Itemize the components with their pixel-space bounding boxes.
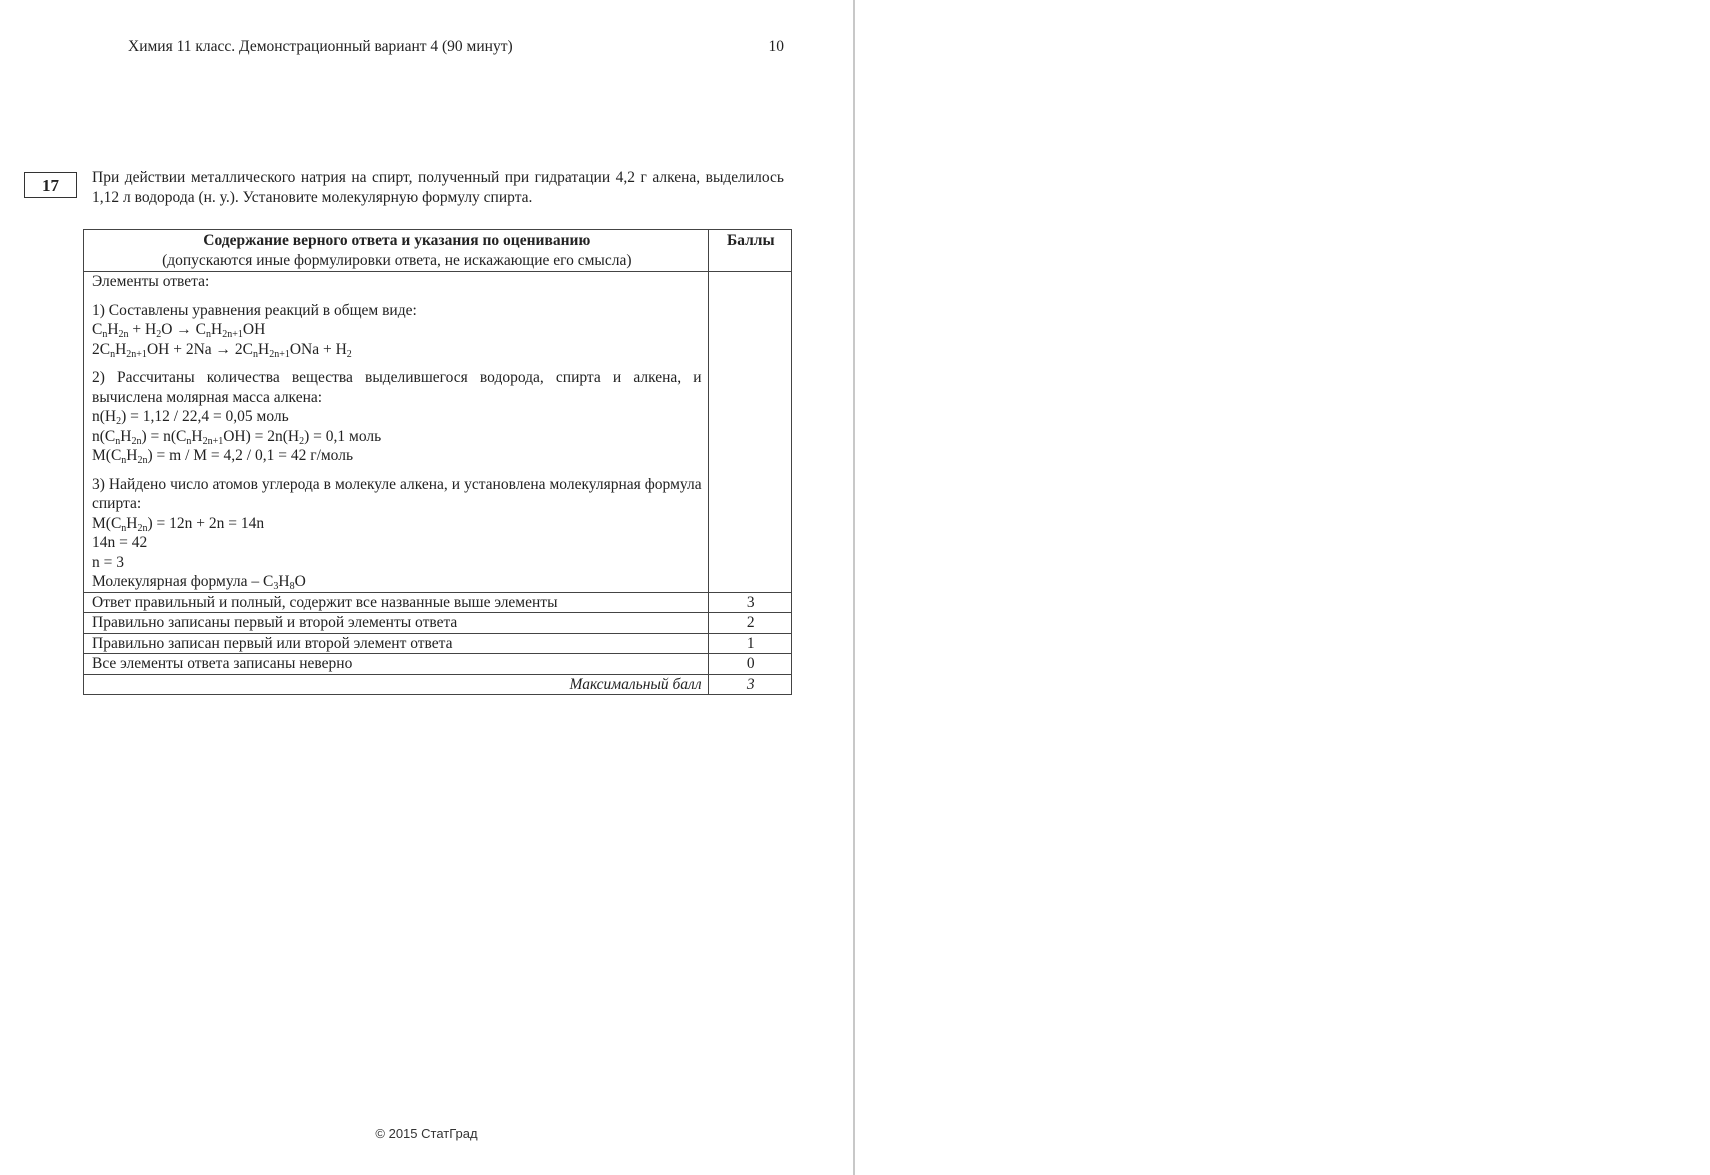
criteria-row	[84, 592, 792, 613]
answer-step-2	[92, 368, 702, 466]
blank-page	[855, 0, 1710, 1175]
criteria-score: 2	[708, 613, 791, 634]
table-header-row	[84, 230, 792, 272]
document-page	[0, 0, 853, 1175]
criteria-text: Ответ правильный и полный, содержит все названные выше элементы	[84, 592, 709, 613]
answer-step-1	[92, 301, 702, 360]
criteria-score: 3	[708, 592, 791, 613]
grading-table	[83, 229, 792, 695]
step2-line-3: $M(C_nH_{2n}) = m / M = 4,2 / 0,1 = 42$ г/моль	[92, 447, 354, 466]
task-number-box: 17	[24, 172, 77, 198]
criteria-text: Все элементы ответа записаны неверно	[84, 654, 709, 675]
step3-line-4: Молекулярная формула – $C_3H_8O$	[92, 573, 306, 592]
criteria-score: 1	[708, 633, 791, 654]
answer-elements-cell	[84, 272, 709, 593]
criteria-text: Правильно записаны первый и второй элементы ответа	[84, 613, 709, 634]
step2-title: 2) Рассчитаны количества вещества выделившегося водорода, спирта и алкена, и вычислена молярная масса алкена:	[92, 369, 702, 406]
score-header-cell	[708, 230, 791, 272]
criteria-row	[84, 613, 792, 634]
elements-heading: Элементы ответа:	[92, 273, 210, 290]
step1-equation-1: $C_nH_{2n} + H_2O \to C_nH_{2n+1}OH$	[92, 321, 266, 340]
score-header-label: Баллы	[726, 232, 775, 249]
step3-line-2: 14n = 42	[92, 534, 148, 551]
task-text: При действии металлического натрия на спирт, полученный при гидратации 4,2 г алкена, выделилось 1,12 л водорода (н. у.). Установите молекулярную формулу спирта.	[92, 169, 784, 206]
step1-equation-2: $2C_nH_{2n+1}OH + 2Na \to 2C_nH_{2n+1}ONa + H_2$	[92, 340, 352, 360]
step3-line-1: $M(C_nH_{2n}) = 12n + 2n = 14n$	[92, 514, 265, 534]
content-header-cell	[84, 230, 709, 272]
criteria-text: Правильно записан первый или второй элемент ответа	[84, 633, 709, 654]
max-score-row	[84, 674, 792, 695]
criteria-row	[84, 654, 792, 675]
step2-line-2: $n(C_nH_{2n}) = n(C_nH_{2n+1}OH) = 2n(H_2) = 0,1$ моль	[92, 427, 382, 447]
answer-elements-row	[84, 272, 792, 593]
max-score-label: Максимальный балл	[84, 674, 709, 695]
step1-title: 1) Составлены уравнения реакций в общем виде:	[92, 301, 417, 319]
page-number: 10	[768, 38, 784, 55]
step2-line-1: $n(H_2) = 1,12 / 22,4 = 0,05$ моль	[92, 408, 289, 427]
max-score-value: 3	[708, 674, 791, 695]
page-header	[128, 38, 784, 56]
answer-step-3	[92, 475, 702, 592]
page-footer: © 2015 СтатГрад	[375, 1126, 478, 1141]
content-header-title: Содержание верного ответа и указания по оцениванию	[203, 232, 591, 249]
criteria-row	[84, 633, 792, 654]
answer-elements-score-cell	[708, 272, 791, 593]
step3-line-3: n = 3	[92, 553, 124, 571]
step3-title: 3) Найдено число атомов углерода в молекуле алкена, и установлена молекулярная формула спирта:	[92, 475, 702, 512]
criteria-score: 0	[708, 654, 791, 675]
header-title: Химия 11 класс. Демонстрационный вариант 4 (90 минут)	[128, 38, 513, 55]
content-header-note: (допускаются иные формулировки ответа, не искажающие его смысла)	[162, 251, 632, 269]
